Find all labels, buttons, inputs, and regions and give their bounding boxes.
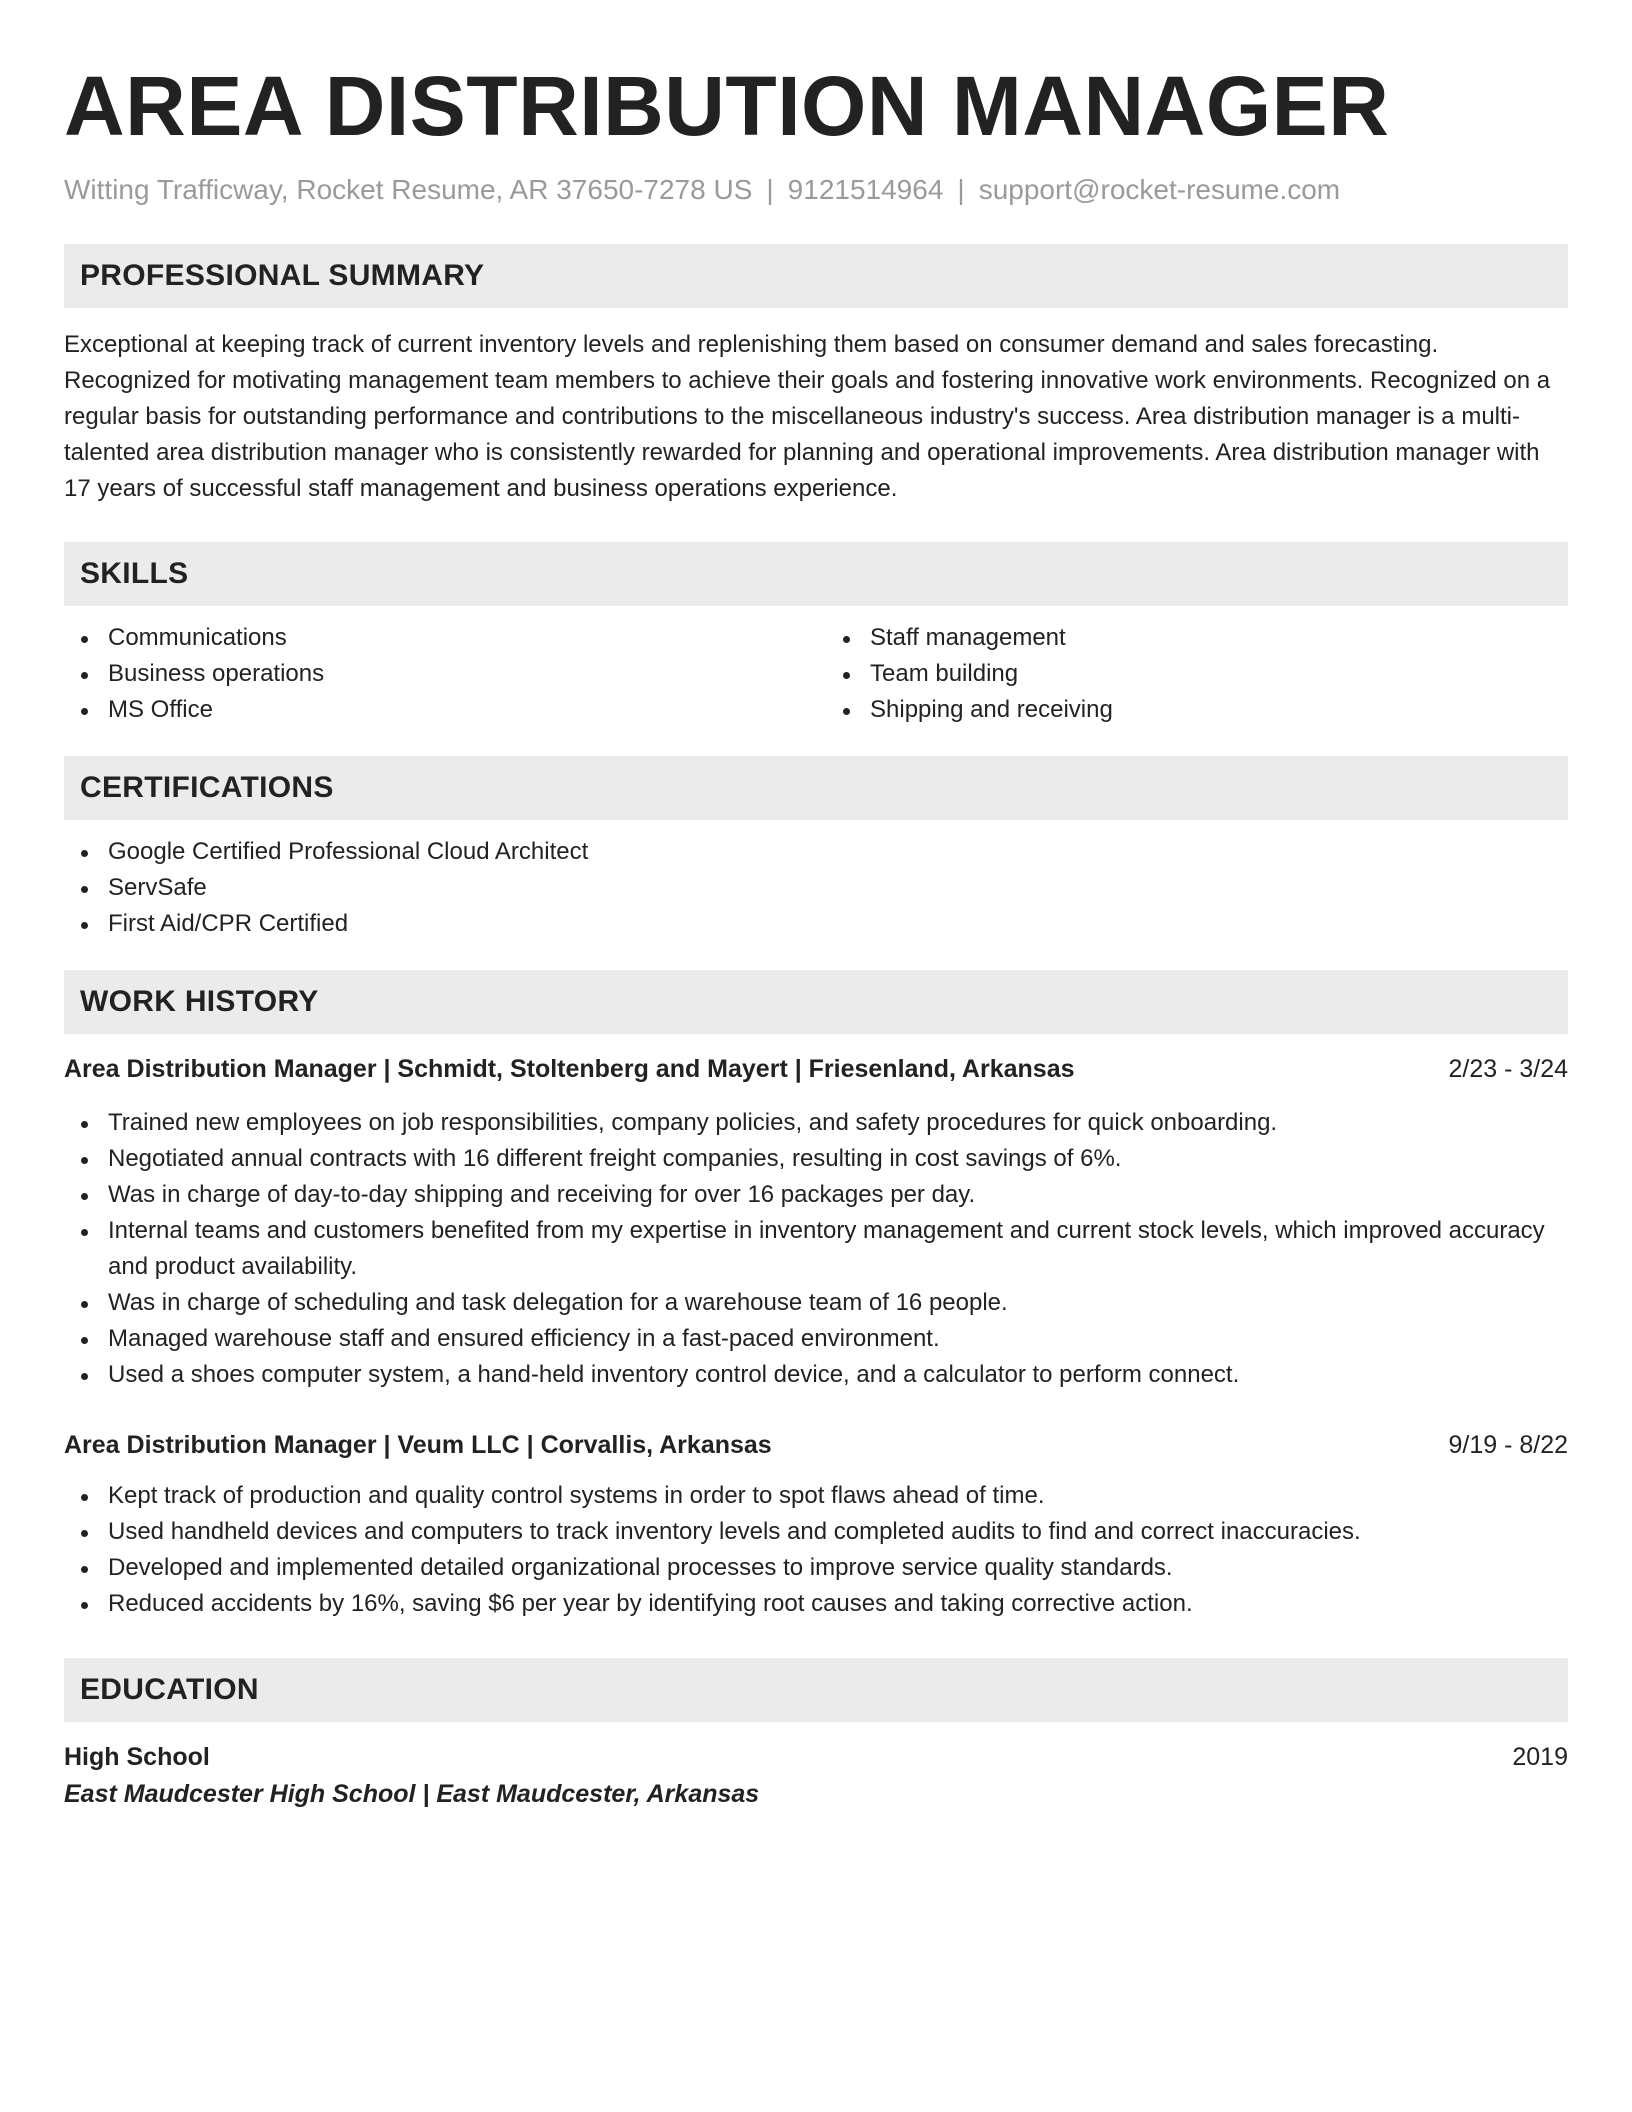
- section-header-skills: SKILLS: [64, 542, 1568, 606]
- skill-item: Team building: [826, 656, 1568, 692]
- job-bullet: Was in charge of day-to-day shipping and receiving for over 16 packages per day.: [64, 1177, 1568, 1213]
- summary-text: Exceptional at keeping track of current inventory levels and replenishing them based on consumer demand and sales forecasting. Recognized for motivating management team members to achieve their goals and fostering innovative work environments. Recognized on a regular basis for outstanding performance and contributions to the miscellaneous industry's success. Area distribution manager is a multi-talented area distribution manager who is consistently rewarded for planning and operational improvements. Area distribution manager with 17 years of successful staff management and business operations experience.: [64, 331, 1551, 502]
- section-header-summary: PROFESSIONAL SUMMARY: [64, 244, 1568, 308]
- job-bullet: Used handheld devices and computers to track inventory levels and completed audits to find and correct inaccuracies.: [64, 1514, 1568, 1550]
- section-header-work-history: WORK HISTORY: [64, 970, 1568, 1034]
- job-bullet-list: [64, 1478, 1568, 1622]
- job-bullet: Internal teams and customers benefited from my expertise in inventory management and current stock levels, which improved accuracy and product availability.: [64, 1213, 1568, 1285]
- skills-list: [64, 620, 1568, 728]
- skills-column-right: [826, 620, 1568, 728]
- education-year: 2019: [1512, 1743, 1568, 1771]
- job-bullet-list: [64, 1105, 1568, 1393]
- education-entry: [64, 1739, 1568, 1813]
- job-title: Area Distribution Manager | Schmidt, Stoltenberg and Mayert | Friesenland, Arkansas: [64, 1055, 1075, 1083]
- job-header: [64, 1427, 1568, 1463]
- job-bullet: Kept track of production and quality control systems in order to spot flaws ahead of time.: [64, 1478, 1568, 1514]
- skill-item: Shipping and receiving: [826, 692, 1568, 728]
- contact-email: support@rocket-resume.com: [978, 174, 1341, 205]
- skills-column-left: [64, 620, 806, 728]
- education-degree: High School: [64, 1743, 210, 1771]
- job-bullet: Used a shoes computer system, a hand-held inventory control device, and a calculator to perform connect.: [64, 1357, 1568, 1393]
- contact-line: [64, 172, 1568, 208]
- candidate-name: AREA DISTRIBUTION MANAGER: [64, 59, 1390, 153]
- contact-separator: |: [957, 174, 965, 205]
- skill-item: Business operations: [64, 656, 806, 692]
- skill-item: Communications: [64, 620, 806, 656]
- job-entry: [64, 1427, 1568, 1622]
- job-entry: [64, 1051, 1568, 1393]
- section-header-certifications: CERTIFICATIONS: [64, 756, 1568, 820]
- education-school: East Maudcester High School | East Maudcester, Arkansas: [64, 1780, 760, 1808]
- contact-phone: 9121514964: [787, 174, 944, 205]
- certification-item: ServSafe: [64, 870, 1568, 906]
- job-bullet: Was in charge of scheduling and task delegation for a warehouse team of 16 people.: [64, 1285, 1568, 1321]
- job-title: Area Distribution Manager | Veum LLC | Corvallis, Arkansas: [64, 1431, 772, 1459]
- section-header-education: EDUCATION: [64, 1658, 1568, 1722]
- job-bullet: Managed warehouse staff and ensured efficiency in a fast-paced environment.: [64, 1321, 1568, 1357]
- contact-address: Witting Trafficway, Rocket Resume, AR 37650-7278 US: [64, 174, 753, 205]
- job-bullet: Negotiated annual contracts with 16 different freight companies, resulting in cost savings of 6%.: [64, 1141, 1568, 1177]
- resume-page: [64, 56, 1568, 1813]
- job-dates: 9/19 - 8/22: [1448, 1431, 1568, 1459]
- certifications-list: [64, 834, 1568, 942]
- contact-separator: |: [766, 174, 774, 205]
- job-header: [64, 1051, 1568, 1087]
- job-dates: 2/23 - 3/24: [1448, 1055, 1568, 1083]
- job-bullet: Developed and implemented detailed organizational processes to improve service quality standards.: [64, 1550, 1568, 1586]
- skill-item: MS Office: [64, 692, 806, 728]
- certification-item: First Aid/CPR Certified: [64, 906, 1568, 942]
- education-header: [64, 1739, 1568, 1775]
- job-bullet: Reduced accidents by 16%, saving $6 per year by identifying root causes and taking corrective action.: [64, 1586, 1568, 1622]
- certification-item: Google Certified Professional Cloud Architect: [64, 834, 1568, 870]
- job-bullet: Trained new employees on job responsibilities, company policies, and safety procedures for quick onboarding.: [64, 1105, 1568, 1141]
- skill-item: Staff management: [826, 620, 1568, 656]
